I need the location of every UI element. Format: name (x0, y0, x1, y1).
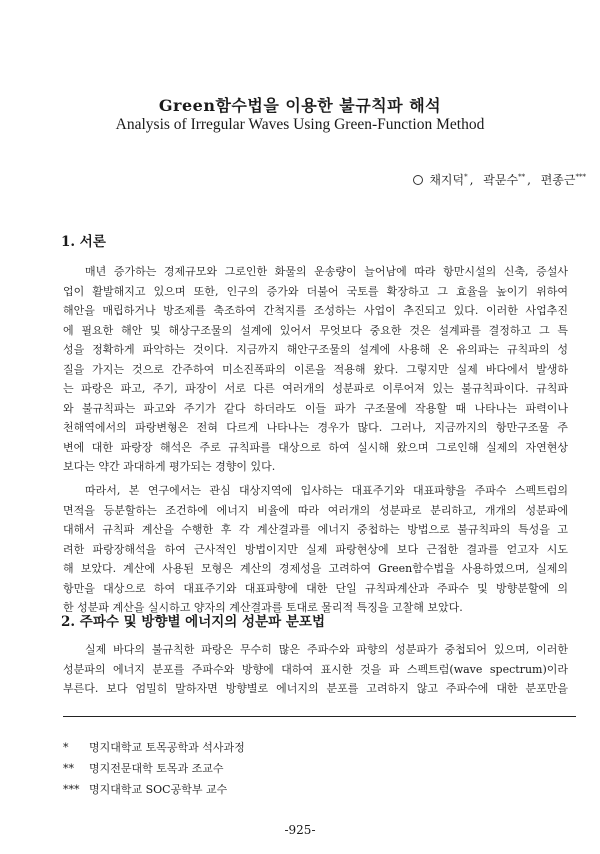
text-line: 대해서 규칙파 계산을 수행한 후 각 계산결과를 에너지 중첩하는 방법으로 불규칙파의 특성을 고 (63, 523, 568, 536)
footnote-text: 명지전문대학 토목과 조교수 (89, 762, 224, 775)
text-line: 성분파의 에너지 분포를 주파수와 방향에 대하여 표시한 것을 파 스펙트럼(wave spectrum)이라 (63, 662, 568, 676)
footnote-text: 명지대학교 토목공학과 석사과정 (89, 741, 245, 754)
paragraph-intro-2 (63, 481, 568, 618)
paper-title-korean: Green함수법을 이용한 불규칙파 해석 (158, 96, 442, 115)
text-line: 실제 바다의 불규칙한 파랑은 무수히 많은 주파수와 파향의 성분파가 중첩되어 있으며, 이러한 (85, 643, 568, 656)
footnote-divider (63, 716, 576, 717)
text-line: 따라서, 본 연구에서는 관심 대상지역에 입사하는 대표주기와 대표파향을 주파수 스펙트럼의 (85, 484, 568, 497)
author-name: 곽문수 (483, 173, 519, 187)
text-line: 보다는 약간 과대하게 평가되는 경향이 있다. (63, 460, 276, 473)
text-line: 매년 증가하는 경제규모와 그로인한 화물의 운송량이 늘어남에 따라 항만시설의 신축, 증설사 (85, 265, 568, 278)
footnote-mark: * (63, 741, 69, 754)
author-affiliation-mark: *** (575, 173, 586, 181)
author-name: 채지덕 (429, 173, 465, 187)
presenter-circle-icon (413, 175, 423, 185)
text-line: 한 성분파 계산을 실시하고 양자의 계산결과를 토대로 물리적 특징을 고찰해 보았다. (63, 601, 463, 614)
author-list: 채지덕* , 곽문수** , 편종근*** (413, 171, 586, 188)
text-line: 질을 가지는 것으로 간주하여 미소진폭파의 이론을 적용해 왔다. 그렇지만 실제 바다에서 발생하 (63, 362, 568, 376)
footnote-item (63, 779, 245, 800)
footnote-mark: *** (63, 783, 80, 796)
text-line: 와 불규칙파는 파고와 주기가 같다 하더라도 이들 파가 구조물에 작용할 때 나타나는 파력이나 (63, 401, 568, 415)
text-line: 부른다. 보다 엄밀히 말하자면 방향별로 에너지의 분포를 고려하지 않고 주파수에 대한 분포만을 (63, 682, 568, 695)
text-line: 항만을 대상으로 하여 대표주기와 대표파향에 대한 단일 규칙파계산과 주파수 및 방향분할에 의 (63, 581, 568, 595)
text-line: 해안을 매립하거나 방조제를 축조하여 간척지를 조성하는 사업이 추진되고 있다. 이러한 사업추진 (63, 304, 568, 317)
text-line: 에 필요한 해안 및 해상구조물의 설계에 있어서 무엇보다 중요한 것은 설계파를 결정하고 그 특 (63, 323, 568, 337)
author-affiliation-mark: * (464, 173, 468, 181)
text-line: 해 보았다. 계산에 사용된 모형은 계산의 경제성을 고려하여 Green함수법을 사용하였으며, 실제의 (63, 562, 568, 575)
paper-title-english: Analysis of Irregular Waves Using Green-Function Method (115, 116, 485, 133)
footnote-mark: ** (63, 762, 74, 775)
author-name: 편종근 (540, 173, 576, 187)
paragraph-intro-1 (63, 262, 568, 477)
paragraph-section2-1 (63, 640, 568, 699)
footnote-item (63, 758, 245, 779)
text-line: 변에 대한 파랑장 해석은 주로 규칙파를 대상으로 하여 실시해 왔으며 그로인해 실제의 자연현상 (63, 440, 568, 454)
section-heading-introduction: 1. 서론 (61, 234, 106, 250)
text-line: 려한 파랑장해석을 하여 근사적인 방법이지만 실제 파랑현상에 보다 근접한 결과를 얻고자 시도 (63, 542, 568, 556)
footnote-list (63, 737, 245, 800)
text-line: 천해역에서의 파랑변형은 전혀 다르게 나타나는 경우가 많다. 그러나, 지금까지의 항만구조물 주 (63, 421, 568, 434)
page-number: -925- (284, 823, 316, 837)
section-heading-component-wave-distribution: 2. 주파수 및 방향별 에너지의 성분파 분포법 (61, 614, 325, 630)
footnote-text: 명지대학교 SOC공학부 교수 (89, 783, 228, 796)
footnote-item (63, 737, 245, 758)
text-line: 는 파랑은 파고, 주기, 파장이 서로 다른 여러개의 성분파로 이루어져 있는 불규칙파이다. 규칙파 (63, 382, 568, 395)
text-line: 성을 정확하게 파악하는 것이다. 지금까지 해안구조물의 설계에 사용해 온 유의파는 규칙파의 성 (63, 343, 568, 356)
author-affiliation-mark: ** (518, 173, 526, 181)
text-line: 면적을 등분할하는 조건하에 에너지 비율에 따라 여러개의 성분파로 분리하고, 개개의 성분파에 (63, 503, 568, 517)
text-line: 업이 활발해지고 있으며 또한, 인구의 증가와 더불어 국토를 확장하고 그 효율을 높이기 위하여 (63, 284, 568, 298)
